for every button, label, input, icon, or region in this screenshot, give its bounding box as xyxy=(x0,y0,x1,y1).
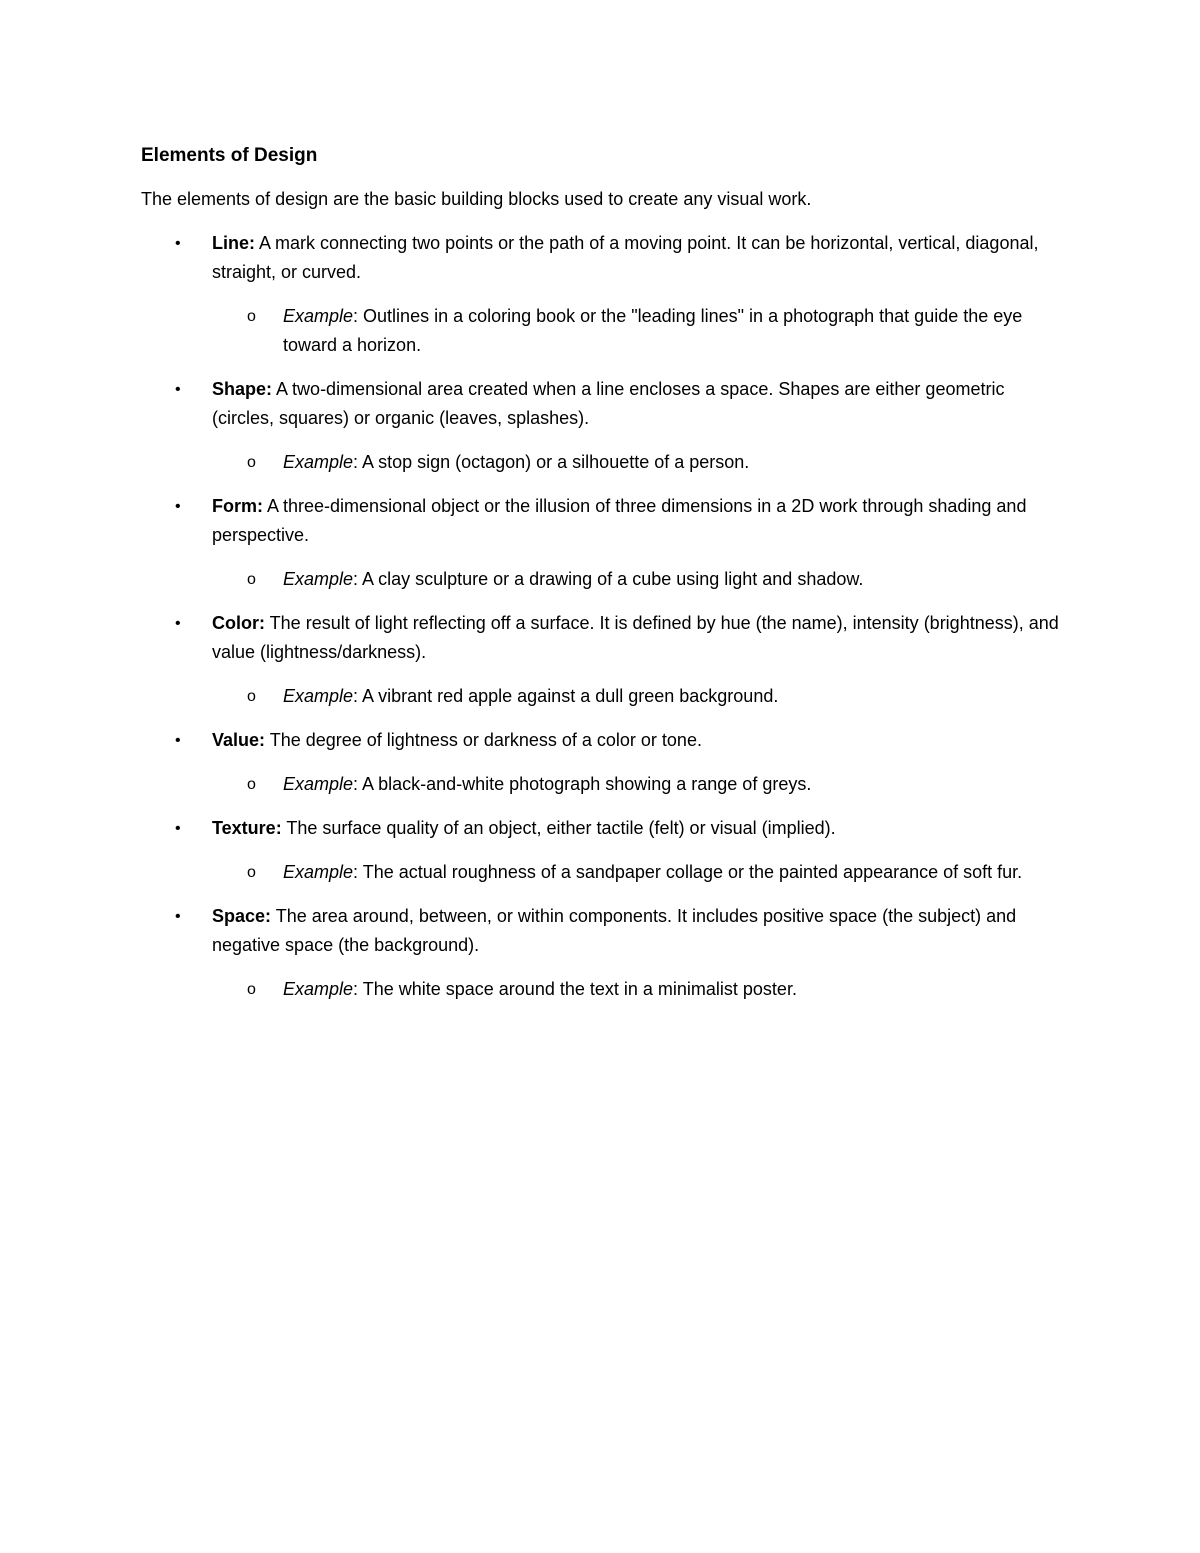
example-content: A stop sign (octagon) or a silhouette of a person. xyxy=(358,452,750,472)
term-colon: : xyxy=(265,906,272,926)
item-text xyxy=(212,492,1061,550)
definition: A two-dimensional area created when a line encloses a space. Shapes are either geometric (circles, squares) or organic (leaves, splashes). xyxy=(212,379,1005,428)
list-item-space xyxy=(141,902,1061,1004)
example-item xyxy=(212,975,1061,1004)
term-colon: : xyxy=(257,496,263,516)
example-colon: : xyxy=(353,774,359,794)
example-item xyxy=(212,565,1061,594)
example-item xyxy=(212,302,1061,360)
term: Shape xyxy=(212,379,267,399)
example-text xyxy=(283,302,1061,360)
item-text xyxy=(212,902,1061,960)
example-text xyxy=(283,770,1061,799)
list-item-form xyxy=(141,492,1061,594)
example-colon: : xyxy=(353,979,359,999)
term-colon: : xyxy=(259,613,265,633)
definition: The surface quality of an object, either tactile (felt) or visual (implied). xyxy=(281,818,836,838)
example-item xyxy=(212,448,1061,477)
definition: The result of light reflecting off a surface. It is defined by hue (the name), intensity (brightness), and value (lightness/darkness). xyxy=(212,613,1059,662)
example-content: A black-and-white photograph showing a range of greys. xyxy=(358,774,812,794)
example-label: Example xyxy=(283,686,354,706)
term-colon: : xyxy=(249,233,256,253)
list-item-shape xyxy=(141,375,1061,477)
term: Line xyxy=(212,233,250,253)
example-content: Outlines in a coloring book or the "leading lines" in a photograph that guide the eye toward a horizon. xyxy=(283,306,1023,355)
list-item-line xyxy=(141,229,1061,360)
example-text xyxy=(283,975,1061,1004)
bullet-icon: • xyxy=(175,732,181,749)
term-colon: : xyxy=(259,730,266,750)
term: Texture xyxy=(212,818,276,838)
bullet-icon: • xyxy=(175,908,181,925)
term-colon: : xyxy=(275,818,282,838)
example-colon: : xyxy=(353,569,359,589)
sub-bullet-icon: o xyxy=(247,981,256,998)
intro-paragraph: The elements of design are the basic building blocks used to create any visual work. xyxy=(141,189,812,209)
example-label: Example xyxy=(283,774,354,794)
definition: A three-dimensional object or the illusion of three dimensions in a 2D work through shading and perspective. xyxy=(212,496,1027,545)
document-body xyxy=(141,141,1061,1019)
sub-bullet-icon: o xyxy=(247,776,256,793)
sub-bullet-icon: o xyxy=(247,454,256,471)
bullet-icon: • xyxy=(175,820,181,837)
example-content: The actual roughness of a sandpaper collage or the painted appearance of soft fur. xyxy=(358,862,1023,882)
term: Form xyxy=(212,496,257,516)
item-text xyxy=(212,375,1061,433)
example-label: Example xyxy=(283,452,354,472)
example-label: Example xyxy=(283,862,354,882)
sub-bullet-icon: o xyxy=(247,308,256,325)
sub-bullet-icon: o xyxy=(247,688,256,705)
term: Value xyxy=(212,730,260,750)
list-item-color xyxy=(141,609,1061,711)
list-item-value xyxy=(141,726,1061,799)
example-item xyxy=(212,770,1061,799)
example-label: Example xyxy=(283,569,354,589)
example-colon: : xyxy=(353,862,359,882)
term-colon: : xyxy=(266,379,273,399)
document-title: Elements of Design xyxy=(141,145,318,166)
example-item xyxy=(212,682,1061,711)
example-text xyxy=(283,682,1061,711)
definition: A mark connecting two points or the path of a moving point. It can be horizontal, vertical, diagonal, straight, or curved. xyxy=(212,233,1039,282)
example-content: A clay sculpture or a drawing of a cube using light and shadow. xyxy=(358,569,864,589)
bullet-icon: • xyxy=(175,235,181,252)
sub-bullet-icon: o xyxy=(247,571,256,588)
example-text xyxy=(283,858,1061,887)
example-text xyxy=(283,565,1061,594)
bullet-icon: • xyxy=(175,381,181,398)
definition: The area around, between, or within components. It includes positive space (the subject) and negative space (the background). xyxy=(212,906,1017,955)
sub-bullet-icon: o xyxy=(247,864,256,881)
example-content: A vibrant red apple against a dull green background. xyxy=(358,686,779,706)
example-content: The white space around the text in a minimalist poster. xyxy=(358,979,797,999)
elements-list xyxy=(141,229,1061,1004)
bullet-icon: • xyxy=(175,498,181,515)
example-label: Example xyxy=(283,306,354,326)
item-text xyxy=(212,229,1061,287)
example-text xyxy=(283,448,1061,477)
example-colon: : xyxy=(353,452,359,472)
example-label: Example xyxy=(283,979,354,999)
item-text xyxy=(212,609,1061,667)
example-item xyxy=(212,858,1061,887)
definition: The degree of lightness or darkness of a color or tone. xyxy=(265,730,702,750)
example-colon: : xyxy=(353,306,359,326)
item-text xyxy=(212,814,1061,843)
term: Space xyxy=(212,906,266,926)
example-colon: : xyxy=(353,686,359,706)
term: Color xyxy=(212,613,259,633)
item-text xyxy=(212,726,1061,755)
bullet-icon: • xyxy=(175,615,181,632)
list-item-texture xyxy=(141,814,1061,887)
